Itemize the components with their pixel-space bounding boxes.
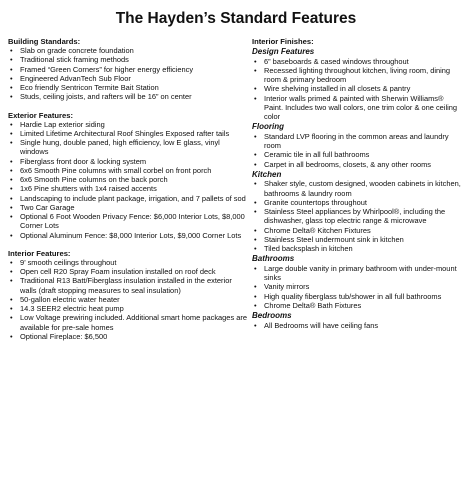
list-item: • Landscaping to include plant package, irrigation, and 7 pallets of sod [8,194,249,203]
list-item: • Carpet in all bedrooms, closets, & any other rooms [252,160,464,169]
bedrooms-list [252,321,464,330]
interior-features-list [8,258,249,341]
design-features-subhead: Design Features [252,47,315,56]
list-item: • 1x6 Pine shutters with 1x4 raised accents [8,184,249,193]
list-item: • Shaker style, custom designed, wooden cabinets in kitchen, bathrooms & laundry room [252,179,464,198]
list-item: • Traditional R13 Batt/Fiberglass insulation installed in the exterior walls (draft stopping measures to seal insulation) [8,276,249,295]
kitchen-list [252,179,464,253]
list-item: • Open cell R20 Spray Foam insulation installed on roof deck [8,267,249,276]
left-column [8,37,249,350]
list-item: • 50-gallon electric water heater [8,295,249,304]
list-item: • Chrome Delta® Bath Fixtures [252,301,464,310]
list-item: • All Bedrooms will have ceiling fans [252,321,464,330]
building-standards-section [8,37,249,102]
interior-features-heading: Interior Features: [8,248,71,258]
list-item: • Two Car Garage [8,203,249,212]
exterior-features-section [8,111,249,240]
list-item: • Traditional stick framing methods [8,55,249,64]
list-item: • Low Voltage prewiring included. Additional smart home packages are available for pre-sale homes [8,313,249,332]
kitchen-subhead: Kitchen [252,169,282,179]
list-item: • 6x6 Smooth Pine columns with small corbel on front porch [8,166,249,175]
interior-features-section [8,249,249,341]
bedrooms-subhead: Bedrooms [252,311,292,320]
building-standards-list [8,46,249,102]
list-item: • 9’ smooth ceilings throughout [8,258,249,267]
list-item: • 6” baseboards & cased windows throughout [252,57,464,66]
exterior-features-heading: Exterior Features: [8,110,73,120]
list-item: • Optional Aluminum Fence: $8,000 Interior Lots, $9,000 Corner Lots [8,231,249,240]
list-item: • 6x6 Smooth Pine columns on the back porch [8,175,249,184]
list-item: • Limited Lifetime Architectural Roof Shingles Exposed rafter tails [8,129,249,138]
list-item: • Hardie Lap exterior siding [8,120,249,129]
list-item: • Chrome Delta® Kitchen Fixtures [252,226,464,235]
kitchen-group [252,170,464,254]
list-item: • Eco friendly Sentricon Termite Bait Station [8,83,249,92]
flooring-subhead: Flooring [252,122,284,132]
bedrooms-group [252,311,464,330]
bathrooms-list [252,264,464,310]
flooring-list [252,132,464,169]
design-features-group [252,47,464,121]
list-item: • Granite countertops throughout [252,198,464,207]
bathrooms-subhead: Bathrooms [252,254,295,264]
right-column [252,37,464,350]
list-item: • Optional Fireplace: $6,500 [8,332,249,341]
page-title: The Hayden’s Standard Features [115,10,357,27]
list-item: • Fiberglass front door & locking system [8,157,249,166]
list-item: • Stainless Steel undermount sink in kitchen [252,235,464,244]
list-item: • Optional 6 Foot Wooden Privacy Fence: $6,000 Interior Lots, $8,000 Corner Lots [8,212,249,231]
list-item: • Large double vanity in primary bathroom with under-mount sinks [252,264,464,283]
list-item: • Engineered AdvanTech Sub Floor [8,74,249,83]
list-item: • Standard LVP flooring in the common areas and laundry room [252,132,464,151]
building-standards-heading: Building Standards: [8,37,81,46]
list-item: • High quality fiberglass tub/shower in all full bathrooms [252,292,464,301]
interior-finishes-heading: Interior Finishes: [252,37,314,46]
list-item: • Single hung, double paned, high efficiency, low E glass, vinyl windows [8,138,249,157]
design-features-list [252,57,464,122]
list-item: • Framed “Green Corners” for higher energy efficiency [8,65,249,74]
list-item: • Stainless Steel appliances by Whirlpool®, including the dishwasher, glass top electric range & microwave [252,207,464,226]
list-item: • Wire shelving installed in all closets & pantry [252,84,464,93]
flooring-group [252,122,464,169]
list-item: • Studs, ceiling joists, and rafters will be 16” on center [8,92,249,101]
list-item: • Tiled backsplash in kitchen [252,244,464,253]
list-item: • 14.3 SEER2 electric heat pump [8,304,249,313]
list-item: • Recessed lighting throughout kitchen, living room, dining room & primary bedroom [252,66,464,85]
list-item: • Interior walls primed & painted with Sherwin Williams® Paint. Includes two wall colors, one trim color & one ceiling color [252,94,464,122]
bathrooms-group [252,254,464,310]
columns [8,37,464,350]
list-item: • Slab on grade concrete foundation [8,46,249,55]
list-item: • Ceramic tile in all full bathrooms [252,150,464,159]
list-item: • Vanity mirrors [252,282,464,291]
exterior-features-list [8,120,249,240]
